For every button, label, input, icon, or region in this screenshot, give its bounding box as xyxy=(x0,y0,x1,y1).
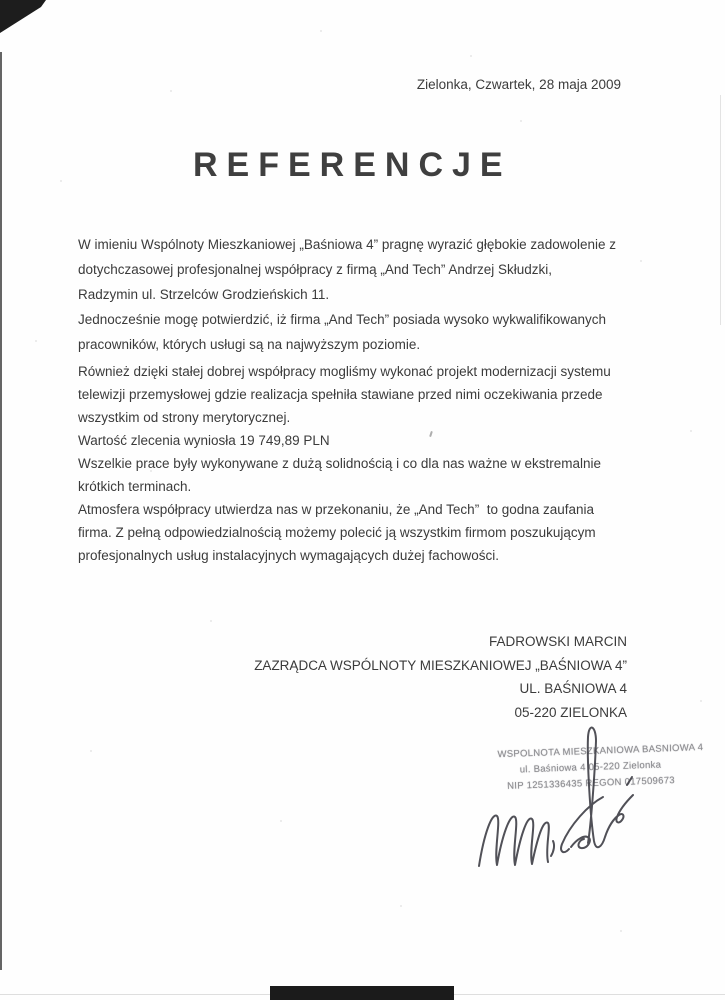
body-line: dotychczasowej profesjonalnej współpracy z firmą „And Tech” Andrzej Skłudzki, xyxy=(78,262,552,277)
body-line: profesjonalnych usług instalacyjnych wymagających dużej fachowości. xyxy=(78,548,499,563)
date-line: Zielonka, Czwartek, 28 maja 2009 xyxy=(416,77,621,92)
scanner-corner-artifact xyxy=(0,0,50,36)
signer-title: ZAZRĄDCA WSPÓLNOTY MIESZKANIOWEJ „BAŚNIOWA 4” xyxy=(254,657,627,673)
body-line: firma. Z pełną odpowiedzialnością możemy polecić ją wszystkim firmom poszukującym xyxy=(78,525,596,540)
body-line: Atmosfera współpracy utwierdza nas w przekonaniu, że „And Tech” to godna zaufania xyxy=(78,502,595,517)
body-line: Radzymin ul. Strzelców Grodzieńskich 11. xyxy=(78,287,330,302)
handwritten-signature xyxy=(455,713,675,878)
stamp-company-name: WSPOLNOTA MIESZKANIOWA BASNIOWA 4 xyxy=(497,742,704,761)
scanner-right-edge-artifact xyxy=(720,95,721,325)
stamp-nip-regon: NIP 1251336435 REGON 017509673 xyxy=(506,775,676,792)
signer-name: FADROWSKI MARCIN xyxy=(488,634,627,649)
signer-street: UL. BAŚNIOWA 4 xyxy=(519,681,627,696)
paragraph-2 xyxy=(78,360,611,567)
body-line: wszystkim od strony merytorycznej. xyxy=(78,410,291,425)
paragraph-1 xyxy=(78,232,616,357)
signature-block xyxy=(254,630,627,724)
letter-title: REFERENCJE xyxy=(193,146,512,184)
body-line: Wartość zlecenia wyniosła 19 749,89 PLN xyxy=(78,433,330,448)
stamp-address: ul. Baśniowa 4 05-220 Zielonka xyxy=(519,759,662,776)
body-line: Jednocześnie mogę potwierdzić, iż firma „And Tech” posiada wysoko wykwalifikowanych xyxy=(78,312,606,327)
body-line: krótkich terminach. xyxy=(78,479,192,494)
body-line: W imieniu Wspólnoty Mieszkaniowej „Baśniowa 4” pragnę wyrazić głębokie zadowolenie z xyxy=(78,237,616,252)
scanner-bottom-bar-artifact xyxy=(270,986,454,1000)
body-line: Wszelkie prace były wykonywane z dużą solidnością i co dla nas ważne w ekstremalnie xyxy=(78,456,601,471)
scanner-left-edge-artifact xyxy=(0,52,2,970)
scan-noise-speckles xyxy=(320,30,322,32)
body-line: pracowników, których usługi są na najwyższym poziomie. xyxy=(78,337,421,352)
signer-city: 05-220 ZIELONKA xyxy=(514,704,627,720)
body-line: Również dzięki stałej dobrej współpracy mogliśmy wykonać projekt modernizacji systemu xyxy=(78,364,611,379)
body-line: telewizji przemysłowej gdzie realizacja spełniła stawiane przed nimi oczekiwania przede xyxy=(78,387,603,402)
